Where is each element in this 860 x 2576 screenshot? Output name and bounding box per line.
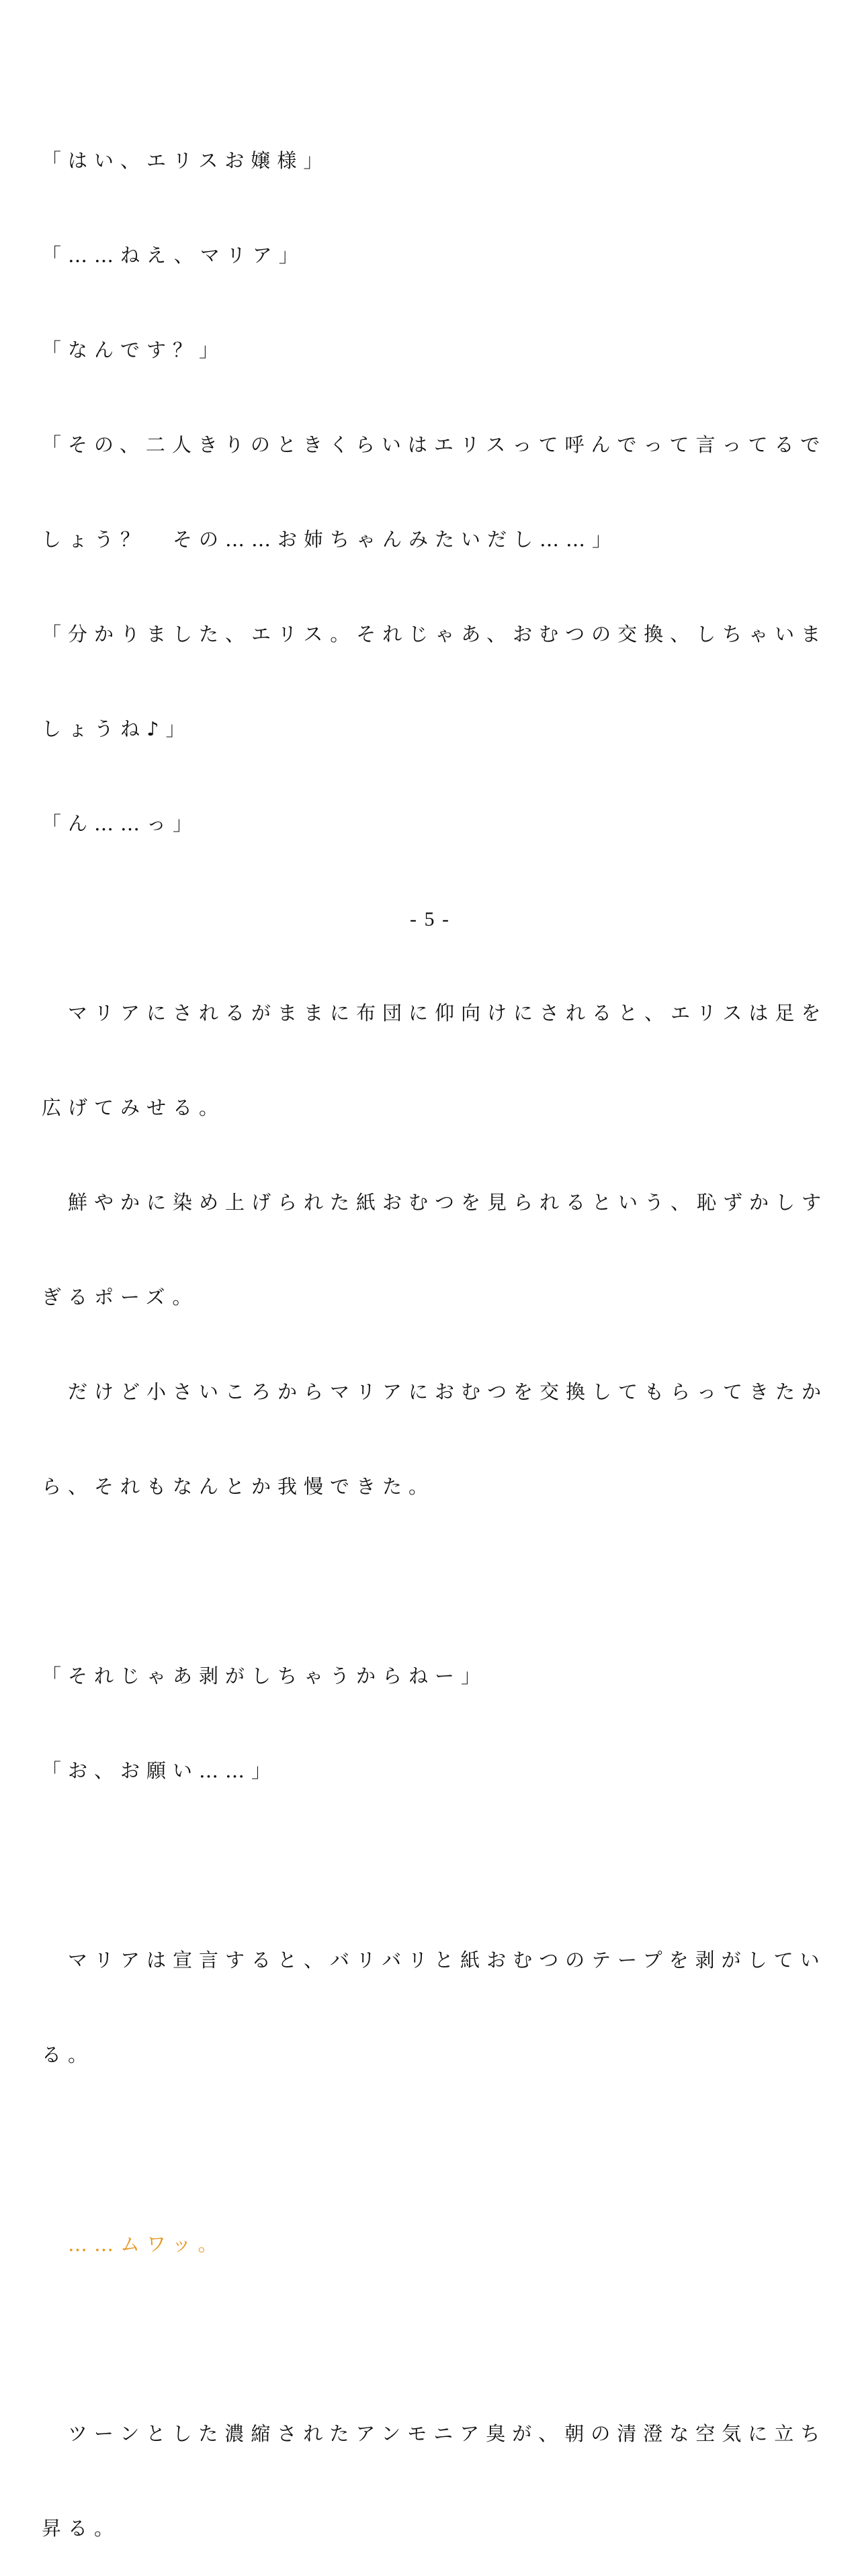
text-line: マリアにされるがままに布団に仰向けにされると、エリスは足を xyxy=(42,1002,828,1024)
blank-line xyxy=(42,2323,821,2355)
text-line: 「お、お願い……」 xyxy=(42,1759,278,1782)
text-line: だけど小さいころからマリアにおむつを交換してもらってきたか xyxy=(42,1380,828,1403)
page-number: - 5 - xyxy=(410,908,450,930)
text-line: る。 xyxy=(42,2043,95,2066)
text-line: しょうね♪」 xyxy=(42,717,192,740)
text-line: ぎるポーズ。 xyxy=(42,1286,199,1308)
text-line: しょう？ その……お姉ちゃんみたいだし……」 xyxy=(42,528,619,551)
text-line: 「それじゃあ剥がしちゃうからねー」 xyxy=(42,1664,488,1687)
blank-line xyxy=(42,2134,821,2166)
text-line: ツーンとした濃縮されたアンモニア臭が、朝の清澄な空気に立ち xyxy=(42,2422,827,2445)
blank-line xyxy=(42,1566,821,1597)
text-line: 「……ねえ、マリア」 xyxy=(42,244,305,267)
page-body xyxy=(42,82,828,2576)
text-line: 「はい、エリスお嬢様」 xyxy=(42,149,330,172)
blank-line xyxy=(42,1850,821,1881)
text-line: 「その、二人きりのときくらいはエリスって呼んでって言ってるで xyxy=(42,433,827,456)
text-line: 広げてみせる。 xyxy=(42,1096,226,1119)
text-line: 鮮やかに染め上げられた紙おむつを見られるという、恥ずかしす xyxy=(42,1191,828,1214)
text-line: 昇る。 xyxy=(42,2517,121,2540)
sound-effect-line: ……ムワッ。 xyxy=(42,2233,224,2256)
text-line: 「なんです？」 xyxy=(42,339,226,361)
text-line: マリアは宣言すると、バリバリと紙おむつのテープを剥がしてい xyxy=(42,1949,826,1971)
text-line: ら、それもなんとか我慢できた。 xyxy=(42,1475,435,1498)
text-line: 「ん……っ」 xyxy=(42,812,200,835)
text-line: 「分かりました、エリス。それじゃあ、おむつの交換、しちゃいま xyxy=(42,623,828,646)
